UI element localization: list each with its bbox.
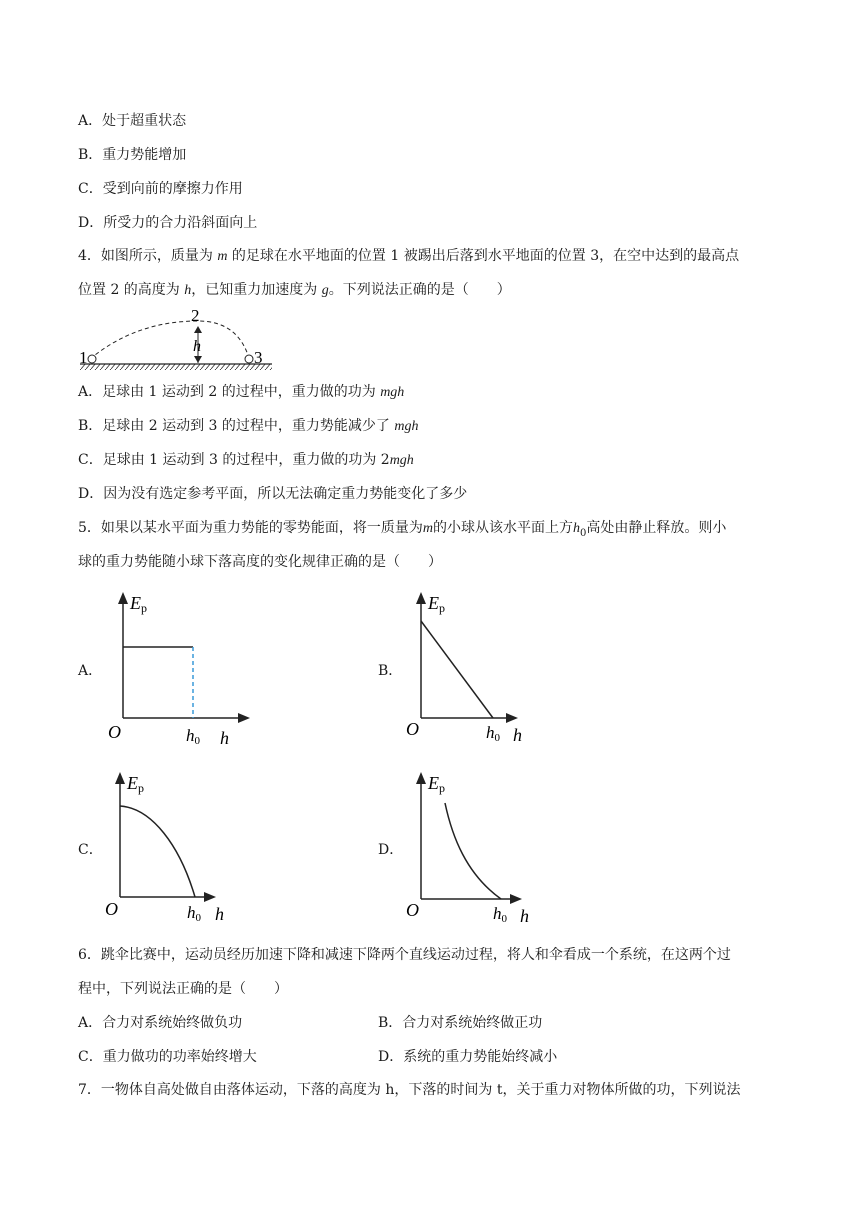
graph-b-line: [421, 621, 493, 718]
q6-stem-line2: 程中，下列说法正确的是（ ）: [78, 981, 288, 997]
q4-stem-text: 。下列说法正确的是（ ）: [328, 282, 511, 298]
x-axis-arrow: [204, 892, 216, 902]
q4-option-text: B．足球由 2 运动到 3 的过程中，重力势能减少了: [78, 418, 395, 434]
height-h-label: h: [193, 338, 201, 355]
h0-tick-label: h0: [186, 726, 200, 747]
q5-stem-text: 5．如果以某水平面为重力势能的零势能面，将一质量为: [78, 520, 423, 536]
q5-stem-line1: [78, 518, 726, 544]
q4-option-text: D．因为没有选定参考平面，所以无法确定重力势能变化了多少: [78, 486, 468, 502]
pos-2-label: 2: [191, 306, 200, 325]
q5-graph-d: [402, 766, 562, 926]
x-axis-arrow: [506, 713, 518, 723]
origin-label: O: [108, 722, 121, 742]
q5-graph-c: [100, 766, 260, 926]
h0-tick-label: h0: [187, 903, 201, 924]
q4-option-text: C．足球由 1 运动到 3 的过程中，重力做的功为 2: [78, 452, 390, 468]
x-axis-label: h: [215, 904, 224, 924]
q7-stem-line1: 7．一物体自高处做自由落体运动，下落的高度为 h，下落的时间为 t，关于重力对物体所做的功，下列说法: [78, 1082, 741, 1098]
q4-stem-text: 位置 2 的高度为: [78, 282, 185, 298]
origin-label: O: [406, 719, 419, 739]
q4-stem-line1: [78, 246, 739, 267]
q5-stem-text: 高处由静止释放。则小: [586, 520, 727, 536]
q4-option-expr: mgh: [389, 453, 414, 468]
q3-option-b: B．重力势能增加: [78, 147, 187, 163]
q4-stem-text: 4．如图所示，质量为: [78, 248, 218, 264]
origin-label: O: [406, 900, 419, 920]
q4-option-d: [78, 484, 467, 504]
x-axis-arrow: [510, 894, 522, 904]
q4-stem-line2: [78, 280, 511, 301]
y-axis-label: Ep: [428, 773, 445, 795]
q4-var-m: m: [217, 249, 228, 264]
y-axis-arrow: [118, 592, 128, 604]
q4-option-expr: mgh: [380, 385, 405, 400]
height-arrow-up: [194, 326, 202, 333]
q3-option-d: D．所受力的合力沿斜面向上: [78, 215, 258, 231]
q6-option-d: D．系统的重力势能始终减小: [378, 1049, 558, 1065]
y-axis-arrow: [416, 772, 426, 784]
x-axis-label: h: [520, 906, 529, 926]
pos-1-label: 1: [79, 348, 88, 367]
q5-graph-b: [402, 588, 562, 748]
pos-3-label: 3: [254, 348, 263, 367]
q3-option-c: C．受到向前的摩擦力作用: [78, 181, 243, 197]
q5-var-h0: h: [573, 521, 581, 536]
q4-var-h: h: [184, 283, 192, 298]
ball-1-icon: [88, 355, 96, 363]
ground-hatch: [80, 364, 272, 370]
graph-c-curve: [120, 806, 195, 897]
q4-var-g: g: [321, 283, 329, 298]
graph-d-curve: [445, 803, 501, 899]
q5-stem-line2: 球的重力势能随小球下落高度的变化规律正确的是（ ）: [78, 554, 442, 570]
q5-label-c: C．: [78, 842, 103, 858]
q4-option-text: A．足球由 1 运动到 2 的过程中，重力做的功为: [78, 384, 381, 400]
height-arrow-down: [194, 356, 202, 363]
q6-option-a: A．合力对系统始终做负功: [78, 1015, 243, 1031]
q5-label-b: B．: [378, 663, 403, 679]
ball-3-icon: [245, 355, 253, 363]
y-axis-label: Ep: [428, 593, 445, 615]
q5-var-m: m: [422, 521, 434, 536]
q4-stem-text: ，已知重力加速度为: [191, 282, 322, 298]
q4-stem-text: 的足球在水平地面的位置 1 被踢出后落到水平地面的位置 3，在空中达到的最高点: [227, 248, 740, 264]
q5-stem-text: 的小球从该水平面上方: [433, 520, 574, 536]
origin-label: O: [105, 899, 118, 919]
trajectory-dashed: [90, 321, 248, 359]
q5-graph-a: [104, 588, 264, 748]
y-axis-label: Ep: [130, 593, 147, 615]
y-axis-label: Ep: [127, 773, 144, 795]
q4-option-c: [78, 450, 414, 471]
q5-label-d: D．: [378, 842, 404, 858]
q4-option-b: [78, 416, 418, 437]
q4-option-expr: mgh: [394, 419, 419, 434]
q5-var-h0-sub: 0: [580, 527, 587, 539]
x-axis-label: h: [220, 728, 229, 748]
q4-option-a: [78, 382, 404, 403]
q3-option-a: A．处于超重状态: [78, 113, 187, 129]
q6-option-b: B．合力对系统始终做正功: [378, 1015, 543, 1031]
x-axis-arrow: [238, 713, 250, 723]
q6-stem-line1: 6．跳伞比赛中，运动员经历加速下降和减速下降两个直线运动过程，将人和伞看成一个系统，在这两个过: [78, 947, 731, 963]
y-axis-arrow: [115, 772, 125, 784]
q5-label-a: A．: [78, 663, 103, 679]
y-axis-arrow: [416, 592, 426, 604]
x-axis-label: h: [513, 725, 522, 745]
q6-option-c: C．重力做功的功率始终增大: [78, 1049, 257, 1065]
h0-tick-label: h0: [486, 723, 500, 744]
h0-tick-label: h0: [493, 904, 507, 925]
q4-trajectory-figure: [76, 303, 276, 373]
